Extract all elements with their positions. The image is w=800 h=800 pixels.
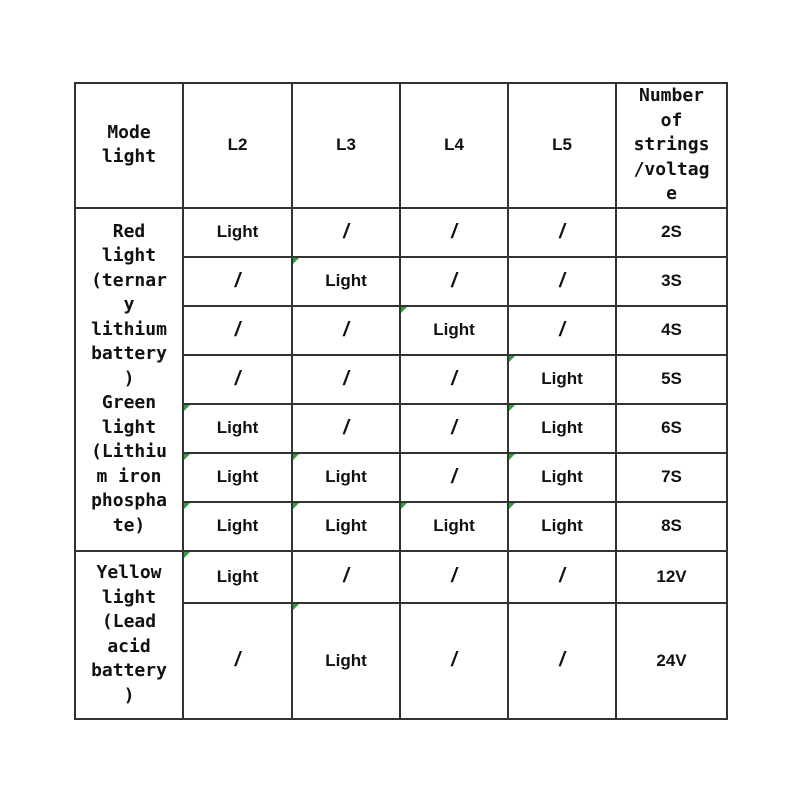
light-cell: Light xyxy=(508,502,616,551)
slash-cell: / xyxy=(400,257,508,306)
strings-voltage-value: 24V xyxy=(616,603,727,719)
light-cell: Light xyxy=(292,603,400,719)
table-body xyxy=(75,83,727,719)
slash-cell: / xyxy=(183,603,292,719)
light-cell: Light xyxy=(183,502,292,551)
mode-light-table xyxy=(74,82,728,720)
light-cell: Light xyxy=(183,453,292,502)
light-cell: Light xyxy=(292,502,400,551)
slash-cell: / xyxy=(400,404,508,453)
slash-cell: / xyxy=(508,306,616,355)
header-l5: L5 xyxy=(508,83,616,208)
strings-voltage-value: 3S xyxy=(616,257,727,306)
slash-cell: / xyxy=(292,404,400,453)
slash-cell: / xyxy=(400,603,508,719)
light-cell: Light xyxy=(400,306,508,355)
table-row xyxy=(75,208,727,257)
header-row xyxy=(75,83,727,208)
header-l4: L4 xyxy=(400,83,508,208)
light-cell: Light xyxy=(292,453,400,502)
slash-cell: / xyxy=(292,551,400,603)
slash-cell: / xyxy=(400,551,508,603)
slash-cell: / xyxy=(508,208,616,257)
light-cell: Light xyxy=(400,502,508,551)
slash-cell: / xyxy=(400,355,508,404)
slash-cell: / xyxy=(183,355,292,404)
slash-cell: / xyxy=(508,603,616,719)
slash-cell: / xyxy=(508,257,616,306)
light-cell: Light xyxy=(508,404,616,453)
slash-cell: / xyxy=(292,208,400,257)
strings-voltage-value: 5S xyxy=(616,355,727,404)
slash-cell: / xyxy=(183,306,292,355)
light-cell: Light xyxy=(183,208,292,257)
group-label-red-green: Red light (ternar y lithium battery ) Green light (Lithiu m iron phospha te) xyxy=(75,208,183,551)
header-l3: L3 xyxy=(292,83,400,208)
light-cell: Light xyxy=(508,453,616,502)
light-cell: Light xyxy=(508,355,616,404)
header-strings-voltage: Number of strings /voltag e xyxy=(616,83,727,208)
group-label-yellow: Yellow light (Lead acid battery ) xyxy=(75,551,183,719)
light-cell: Light xyxy=(292,257,400,306)
slash-cell: / xyxy=(292,355,400,404)
header-mode-light: Mode light xyxy=(75,83,183,208)
strings-voltage-value: 12V xyxy=(616,551,727,603)
strings-voltage-value: 7S xyxy=(616,453,727,502)
strings-voltage-value: 8S xyxy=(616,502,727,551)
slash-cell: / xyxy=(400,208,508,257)
slash-cell: / xyxy=(292,306,400,355)
light-cell: Light xyxy=(183,404,292,453)
table-row xyxy=(75,551,727,603)
strings-voltage-value: 6S xyxy=(616,404,727,453)
light-cell: Light xyxy=(183,551,292,603)
slash-cell: / xyxy=(508,551,616,603)
slash-cell: / xyxy=(400,453,508,502)
strings-voltage-value: 2S xyxy=(616,208,727,257)
slash-cell: / xyxy=(183,257,292,306)
header-l2: L2 xyxy=(183,83,292,208)
strings-voltage-value: 4S xyxy=(616,306,727,355)
